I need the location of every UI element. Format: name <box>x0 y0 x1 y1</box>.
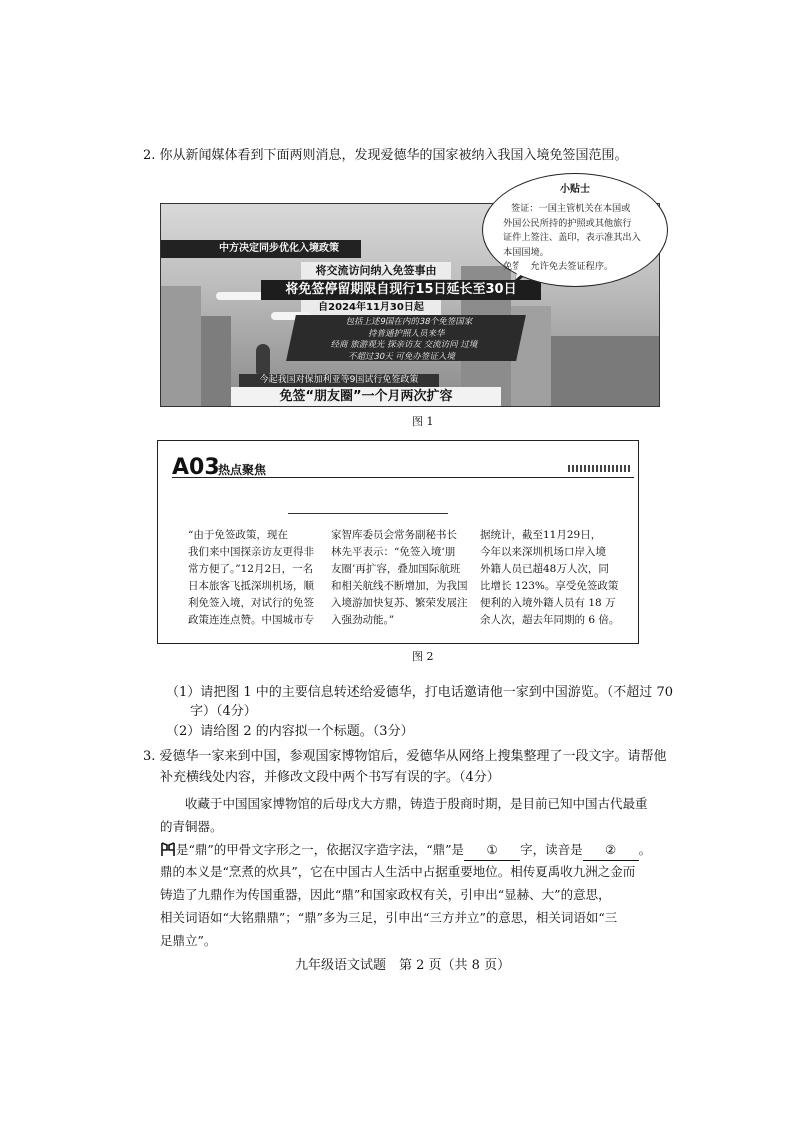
page-footer: 九年级语文试题 第 2 页（共 8 页） <box>295 958 511 973</box>
column-line: 我们来中国探亲访友更得非 <box>188 546 314 558</box>
column-line: 利免签入境，对试行的免签 <box>188 597 314 609</box>
building-shape <box>201 316 231 406</box>
detail-line: 不超过30天 可免办签证入境 <box>347 351 457 362</box>
passage-line: 铸造了九鼎作为传国重器，因此“鼎”和国家政权有关，引申出“显赫、大”的意思， <box>160 887 611 902</box>
detail-line: 持普通护照人员来华 <box>367 328 447 339</box>
column-line: 余人次，超去年同期的 6 倍。 <box>480 614 620 626</box>
column-line: 和相关航线不断增加，为我国 <box>331 580 468 592</box>
tip-line: 免签：允许免去签证程序。 <box>503 261 614 272</box>
passage-line: 收藏于中国国家博物馆的后母戊大方鼎，铸造于殷商时期，是目前已知中国古代最重 <box>185 796 648 811</box>
building-shape <box>161 286 201 406</box>
column-line: 据统计，截至11月29日， <box>480 529 602 541</box>
answer-blank-2[interactable]: ② <box>583 840 639 861</box>
headline-4: 自2024年11月30日起 <box>301 300 441 315</box>
headline-2: 将交流访问纳入免签事由 <box>301 262 451 279</box>
headline-3: 将免签停留期限自现行15日延长至30日 <box>261 280 541 300</box>
column-line: 友圈’再扩容，叠加国际航班 <box>331 563 461 575</box>
passage-line: 相关词语如“大铭鼎鼎”；“鼎”多为三足，引申出“三方并立”的意思，相关词语如“三 <box>160 910 618 925</box>
question-2-intro: 2. 你从新闻媒体看到下面两则消息，发现爱德华的国家被纳入我国入境免签国范围。 <box>143 148 628 163</box>
tip-title: 小贴士 <box>560 184 590 195</box>
detail-line: 包括上述9国在内的38个免签国家 <box>344 317 474 327</box>
column-line: “由于免签政策，现在 <box>188 529 288 541</box>
bottom-caption-1: 今起我国对保加利亚等9国试行免签政策 <box>239 374 439 387</box>
column-line: 日本旅客飞抵深圳机场，顺 <box>188 580 314 592</box>
column-line: 常方便了。”12月2日，一名 <box>188 563 314 575</box>
bottom-caption-2: 免签“朋友圈”一个月两次扩容 <box>231 387 501 406</box>
question-3-line-1: 3. 爱德华一家来到中国，参观国家博物馆后，爱德华从网络上搜集整理了一段文字。请帮他 <box>143 749 667 764</box>
figure-2-newspaper <box>157 440 639 644</box>
column-line: 入境游加快复苏、繁荣发展注 <box>331 597 468 609</box>
tip-line: 签证：一国主管机关在本国或 <box>511 203 631 214</box>
sub-question-2: （2）请给图 2 的内容拟一个标题。（3分） <box>166 724 414 739</box>
column-line: 便利的入境外籍人员有 18 万 <box>480 597 616 609</box>
page-code-text: A03 <box>172 455 220 480</box>
passage-line: 足鼎立”。 <box>160 933 217 948</box>
sub-question-1-cont: 字）（4分） <box>190 704 257 719</box>
sub-question-1: （1）请把图 1 中的主要信息转述给爱德华，打电话邀请他一家到中国游览。（不超过 70 <box>166 685 673 700</box>
column-3 <box>480 527 619 629</box>
passage-text: 是“鼎”的甲骨文字形之一，依据汉字造字法，“鼎”是 <box>176 842 465 857</box>
column-1 <box>188 527 314 629</box>
header-rule <box>172 477 634 478</box>
column-line: 比增长 123%。享受免签政策 <box>480 580 619 592</box>
headline-1: 中方决定同步优化入境政策 <box>161 240 361 258</box>
question-3-line-2: 补充横线处内容，并修改文段中两个书写有误的字。（4分） <box>160 770 500 785</box>
passage-text: 。 <box>638 842 652 857</box>
column-line: 林先平表示：“免签入境‘朋 <box>331 546 456 558</box>
passage-text: 字，读音是 <box>520 842 583 857</box>
column-2 <box>331 527 468 629</box>
oracle-bone-ding-icon <box>160 841 176 857</box>
headline-placeholder-rule <box>288 513 448 514</box>
tip-line: 外国公民所持的护照或其他旅行 <box>503 217 632 229</box>
policy-detail-panel <box>286 315 526 361</box>
person-figure <box>256 344 270 374</box>
figure-1-caption: 图 1 <box>412 415 434 428</box>
column-line: 家智库委员会常务副秘书长 <box>331 529 457 541</box>
tip-line: 证件上签注、盖印，表示准其出入 <box>503 232 641 243</box>
column-line: 入强劲动能。” <box>331 614 395 626</box>
tip-bubble <box>482 173 668 287</box>
tip-line: 本国国境。 <box>503 246 549 258</box>
column-line: 政策连连点赞。中国城市专 <box>188 614 314 626</box>
building-shape <box>551 336 659 406</box>
section-title: 热点聚焦 <box>218 463 267 477</box>
answer-blank-1[interactable]: ① <box>464 840 520 861</box>
passage-line-with-blanks <box>160 840 651 861</box>
column-line: 今年以来深圳机场口岸入境 <box>480 546 606 558</box>
masthead-fine-print <box>568 465 632 472</box>
column-line: 外籍人员已超48万人次，同 <box>480 563 609 575</box>
detail-line: 经商 旅游观光 探亲访友 交流访问 过境 <box>330 340 479 350</box>
passage-line: 的青铜器。 <box>160 819 223 834</box>
figure-2-caption: 图 2 <box>412 650 434 663</box>
passage-line: 鼎的本义是“烹煮的炊具”，它在中国古人生活中占据重要地位。相传夏禹收九洲之金而 <box>160 864 636 879</box>
